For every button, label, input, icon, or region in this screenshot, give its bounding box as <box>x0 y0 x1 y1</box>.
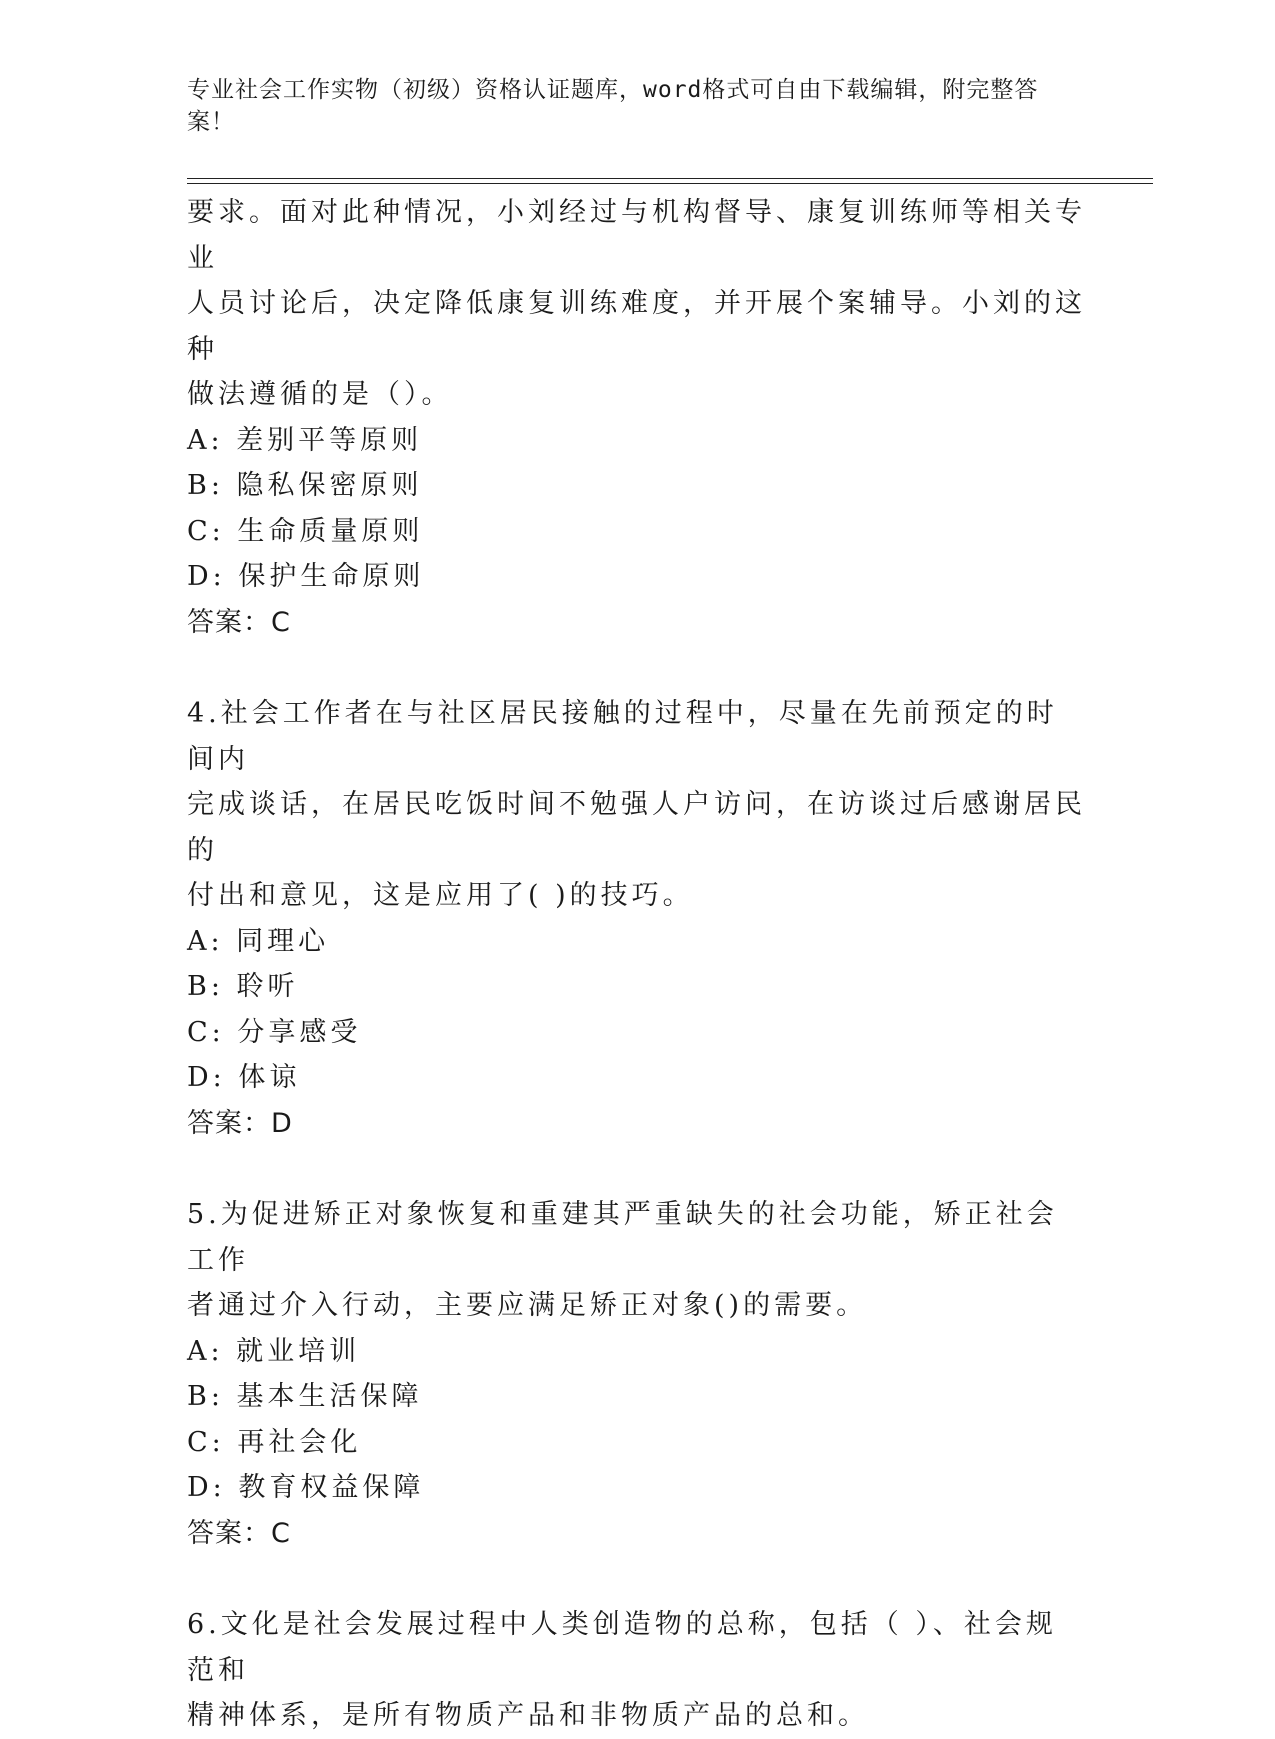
question-5-option-a: A: 就业培训 <box>187 1335 361 1367</box>
header-rule-bottom <box>187 183 1153 184</box>
header-line-2: 案！ <box>187 109 235 135</box>
question-5-line-2: 者通过介入行动，主要应满足矫正对象()的需要。 <box>187 1290 868 1321</box>
question-5-option-d: D: 教育权益保障 <box>187 1472 425 1503</box>
question-5-option-b: B: 基本生活保障 <box>187 1381 423 1412</box>
question-6 <box>187 1602 1087 1739</box>
question-4-option-d: D: 体谅 <box>187 1062 301 1093</box>
question-3-option-d: D: 保护生命原则 <box>187 561 425 592</box>
question-4-option-a: A: 同理心 <box>187 925 330 957</box>
question-3-line-1: 要求。面对此种情况，小刘经过与机构督导、康复训练师等相关专业 <box>187 197 1086 274</box>
question-3 <box>187 190 1087 645</box>
question-5 <box>187 1192 1087 1556</box>
question-4-line-3: 付出和意见，这是应用了( )的技巧。 <box>187 880 694 911</box>
question-6-line-1: 6.文化是社会发展过程中人类创造物的总称，包括（ ）、社会规范和 <box>187 1609 1057 1686</box>
question-5-line-1: 5.为促进矫正对象恢复和重建其严重缺失的社会功能，矫正社会工作 <box>187 1199 1058 1276</box>
question-3-option-a: A: 差别平等原则 <box>187 424 423 456</box>
question-5-option-c: C: 再社会化 <box>187 1426 362 1458</box>
question-4-option-b: B: 聆听 <box>187 971 299 1002</box>
question-4-answer: 答案：D <box>187 1107 293 1139</box>
question-5-answer: 答案：C <box>187 1517 291 1549</box>
question-6-line-2: 精神体系，是所有物质产品和非物质产品的总和。 <box>187 1700 869 1731</box>
question-3-option-c: C: 生命质量原则 <box>187 515 424 547</box>
question-3-option-b: B: 隐私保密原则 <box>187 470 423 501</box>
spacer <box>187 1146 1087 1192</box>
page-header <box>187 74 1067 138</box>
question-4 <box>187 691 1087 1146</box>
question-3-answer: 答案：C <box>187 606 291 638</box>
spacer <box>187 645 1087 691</box>
question-3-line-3: 做法遵循的是（）。 <box>187 379 453 410</box>
spacer <box>187 1556 1087 1602</box>
question-3-line-2: 人员讨论后，决定降低康复训练难度，并开展个案辅导。小刘的这种 <box>187 288 1086 365</box>
question-4-option-c: C: 分享感受 <box>187 1016 362 1048</box>
question-4-line-1: 4.社会工作者在与社区居民接触的过程中，尽量在先前预定的时间内 <box>187 698 1058 775</box>
header-line-1: 专业社会工作实物（初级）资格认证题库，word格式可自由下载编辑，附完整答 <box>187 77 1039 103</box>
question-4-line-2: 完成谈话，在居民吃饭时间不勉强人户访问，在访谈过后感谢居民的 <box>187 789 1086 866</box>
page-content <box>187 190 1087 1739</box>
header-rule-top <box>187 178 1153 179</box>
